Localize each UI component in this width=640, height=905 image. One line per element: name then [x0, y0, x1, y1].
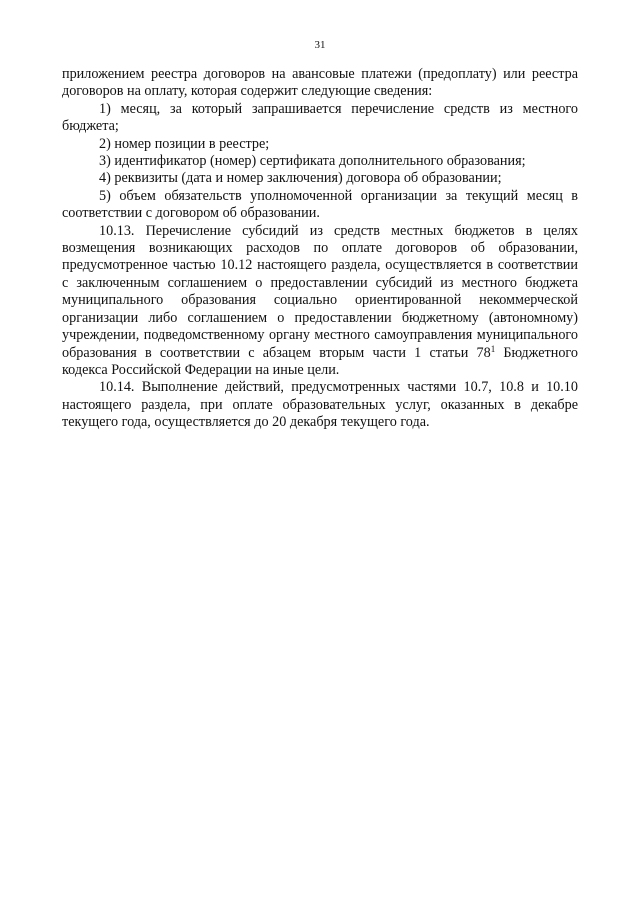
footnote-superscript: 1: [490, 343, 496, 354]
paragraph-10-13: [62, 223, 578, 380]
list-item-obligations-volume: 5) объем обязательств уполномоченной организации за текущий месяц в соответствии с договором об образовании.: [62, 187, 578, 222]
paragraph-10-13-text: 10.13. Перечисление субсидий из средств местных бюджетов в целях возмещения возникающих расходов по оплате договоров об образовании, предусмотренное частью 10.12 настоящего раздела, осуществляется в соответствии с заключенным соглашением о предоставлении субсидий из местного бюджета муниципального образования социально ориентированной некоммерческой организации либо соглашением о предоставлении бюджетному (автономному) учреждении, подведомственному органу местного самоуправления муниципального образования в соответствии с абзацем вторым части 1 статьи 78: [62, 222, 578, 361]
list-item-contract-details: 4) реквизиты (дата и номер заключения) договора об образовании;: [99, 170, 502, 187]
list-item-month: 1) месяц, за который запрашивается перечисление средств из местного бюджета;: [62, 100, 578, 135]
document-body: [62, 66, 578, 432]
paragraph-10-13-tail: Бюджетного кодекса Российской Федерации на иные цели.: [62, 344, 578, 378]
paragraph-intro: приложением реестра договоров на авансовые платежи (предоплату) или реестра договоров на оплату, которая содержит следующие сведения:: [62, 66, 578, 100]
list-item-certificate-id: 3) идентификатор (номер) сертификата дополнительного образования;: [99, 153, 526, 170]
paragraph-10-14: 10.14. Выполнение действий, предусмотренных частями 10.7, 10.8 и 10.10 настоящего раздела, при оплате образовательных услуг, оказанных в декабре текущего года, осуществляется до 20 декабря текущего года.: [62, 379, 578, 431]
page-number: 31: [314, 39, 326, 51]
list-item-registry-position: 2) номер позиции в реестре;: [99, 135, 270, 152]
